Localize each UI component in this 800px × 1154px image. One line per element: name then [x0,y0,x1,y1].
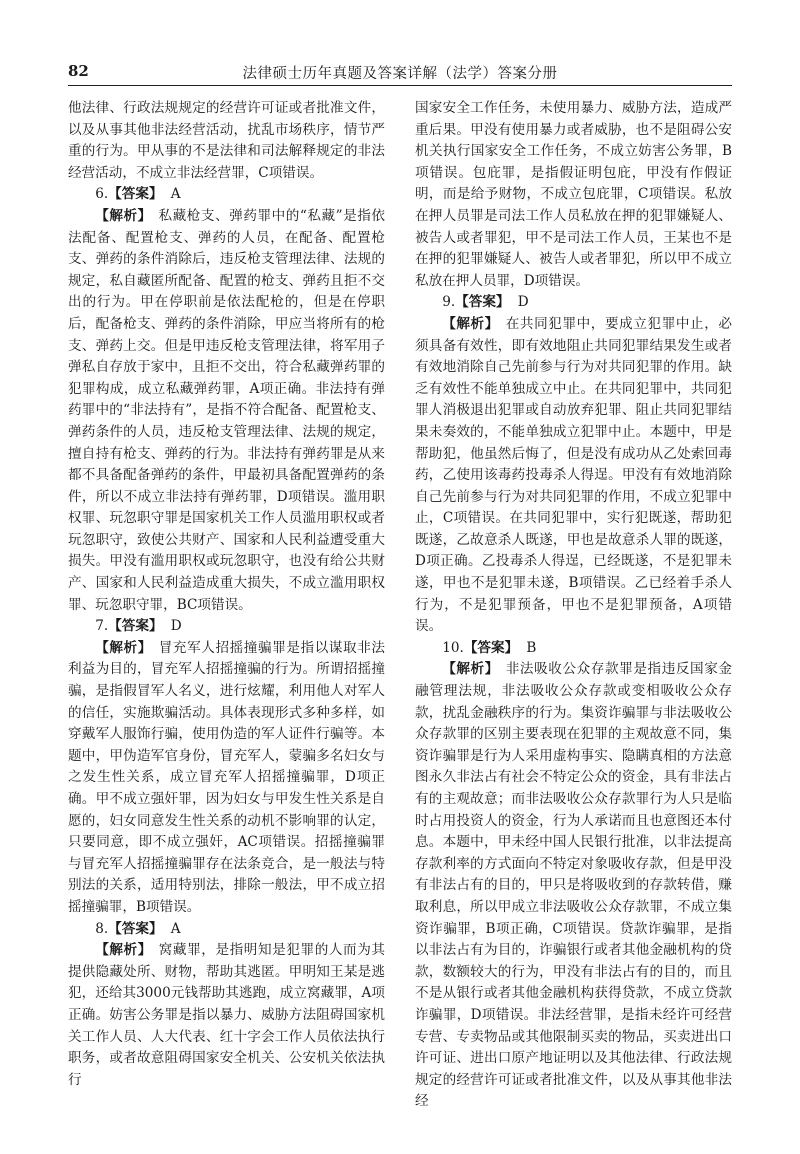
running-title: 法律硕士历年真题及答案详解（法学）答案分册 [242,66,558,82]
analysis-paragraph-7 [68,638,385,919]
analysis-text: 冒充军人招摇撞骗罪是指以谋取非法利益为目的，冒充军人招摇撞骗的行为。所谓招摇撞骗，是指假冒军人名义，进行炫耀，利用他人对军人的信任，实施欺骗活动。具体表现形式多种多样，如穿戴军人服饰行骗，使用伪造的军人证件行骗等。本题中，甲伪造军官身份，冒充军人，蒙骗多名妇女与之发生性关系，成立冒充军人招摇撞骗罪，D项正确。甲不成立强奸罪，因为妇女与甲发生性关系是自愿的，妇女同意发生性关系的动机不影响罪的认定，只要同意，即不成立强奸，AC项错误。招摇撞骗罪与冒充军人招摇撞骗罪存在法条竞合，是一般法与特别法的关系，适用特别法，排除一般法，甲不成立招摇撞骗罪，B项错误。 [68,639,385,915]
header-rule [68,85,732,86]
answer-value: D [170,618,182,635]
page-header [68,58,732,86]
answer-line-8 [68,919,385,941]
answer-line-10 [415,638,732,660]
answer-label: 【答案】 [463,639,519,656]
question-number: 6. [95,186,109,203]
answer-label: 【答案】 [108,186,163,203]
answer-label: 【答案】 [455,294,510,311]
answer-label: 【答案】 [108,618,163,635]
right-column [415,98,732,1113]
analysis-text: 窝藏罪，是指明知是犯罪的人而为其提供隐藏处所、财物，帮助其逃匿。甲明知王某是逃犯，还给其3000元钱帮助其逃跑，成立窝藏罪，A项正确。妨害公务罪是指以暴力、威胁方法阻碍国家机关工作人员、人大代表、红十字会工作人员依法执行职务，或者故意阻碍国家安全机关、公安机关依法执行 [68,942,385,1088]
answer-line-7 [68,616,385,638]
analysis-paragraph-8 [68,940,385,1091]
analysis-label: 【解析】 [95,639,152,656]
analysis-label: 【解析】 [442,661,499,678]
left-column [68,98,385,1091]
analysis-text: 在共同犯罪中，要成立犯罪中止，必须具备有效性，即有效地阻止共同犯罪结果发生或者有效地消除自己先前参与行为对共同犯罪的作用。缺乏有效性不能单独成立中止。在共同犯罪中，共同犯罪人消极退出犯罪或自动放弃犯罪、阻止共同犯罪结果未奏效的，不能单独成立犯罪中止。本题中，甲是帮助犯，他虽然后悔了，但是没有成功从乙处索回毒药，乙使用该毒药投毒杀人得逞。甲没有有效地消除自己先前参与行为对共同犯罪的作用，不成立犯罪中止，C项错误。在共同犯罪中，实行犯既遂，帮助犯既遂，乙故意杀人既遂，甲也是故意杀人罪的既遂，D项正确。乙投毒杀人得逞，已经既遂，不是犯罪未遂，甲也不是犯罪未遂，B项错误。乙已经着手杀人行为，不是犯罪预备，甲也不是犯罪预备，A项错误。 [415,315,732,635]
answer-line-9 [415,292,732,314]
analysis-label: 【解析】 [95,207,152,224]
question-number: 10. [442,639,464,656]
analysis-text: 非法吸收公众存款罪是指违反国家金融管理法规，非法吸收公众存款或变相吸收公众存款，扰乱金融秩序的行为。集资诈骗罪与非法吸收公众存款罪的区别主要表现在犯罪的主观故意不同，集资诈骗罪是行为人采用虚构事实、隐瞒真相的方法意图永久非法占有社会不特定公众的资金，具有非法占有的主观故意；而非法吸收公众存款罪行为人只是临时占用投资人的资金，行为人承诺而且也意图还本付息。本题中，甲未经中国人民银行批准，以非法提高存款利率的方式面向不特定对象吸收存款，但是甲没有非法占有的目的，甲只是将吸收到的存款转借，赚取利息，所以甲成立非法吸收公众存款罪，不成立集资诈骗罪，B项正确，C项错误。贷款诈骗罪，是指以非法占有为目的，诈骗银行或者其他金融机构的贷款，数额较大的行为，甲没有非法占有的目的，而且不是从银行或者其他金融机构获得贷款，不成立贷款诈骗罪，D项错误。非法经营罪，是指未经许可经营专营、专卖物品或其他限制买卖的物品，买卖进出口许可证、进出口原产地证明以及其他法律、行政法规规定的经营许可证或者批准文件，以及从事其他非法经 [415,661,732,1110]
answer-label: 【答案】 [108,920,163,937]
analysis-label: 【解析】 [442,315,499,332]
answer-value: A [170,920,181,937]
question-number: 7. [95,618,109,635]
answer-value: D [517,294,529,311]
page-number: 82 [68,62,89,80]
analysis-paragraph-10 [415,659,732,1112]
continued-paragraph: 国家安全工作任务，未使用暴力、威胁方法，造成严重后果。甲没有使用暴力或者威胁，也不是阻碍公安机关执行国家安全工作任务，不成立妨害公务罪，B项错误。包庇罪，是指假证明包庇，甲没有作假证明，而是给予财物，不成立包庇罪，C项错误。私放在押人员罪是司法工作人员私放在押的犯罪嫌疑人、被告人或者罪犯，甲不是司法工作人员，王某也不是在押的犯罪嫌疑人、被告人或者罪犯，所以甲不成立私放在押人员罪，D项错误。 [415,100,732,289]
analysis-label: 【解析】 [95,942,152,959]
question-number: 8. [95,920,109,937]
analysis-paragraph-9 [415,314,732,638]
answer-line-6 [68,184,385,206]
answer-value: B [526,639,537,656]
analysis-paragraph-6 [68,206,385,616]
analysis-text: 私藏枪支、弹药罪中的“私藏”是指依法配备、配置枪支、弹药的人员，在配备、配置枪支、弹药的条件消除后，违反枪支管理法律、法规的规定，私自藏匿所配备、配置的枪支、弹药且拒不交出的行为。甲在停职前是依法配枪的，但是在停职后，配备枪支、弹药的条件消除，甲应当将所有的枪支、弹药上交。但是甲违反枪支管理法律，将军用子弹私自存放于家中，且拒不交出，符合私藏弹药罪的犯罪构成，成立私藏弹药罪，A项正确。非法持有弹药罪中的“非法持有”，是指不符合配备、配置枪支、弹药条件的人员，违反枪支管理法律、法规的规定，擅自持有枪支、弹药的行为。非法持有弹药罪是从来都不具备配备弹药的条件，甲最初具备配置弹药的条件，所以不成立非法持有弹药罪，D项错误。滥用职权罪、玩忽职守罪是国家机关工作人员滥用职权或者玩忽职守，致使公共财产、国家和人民利益遭受重大损失。甲没有滥用职权或玩忽职守，也没有给公共财产、国家和人民利益造成重大损失，不成立滥用职权罪、玩忽职守罪，BC项错误。 [68,207,385,613]
answer-value: A [170,186,181,203]
question-number: 9. [442,294,456,311]
continued-paragraph: 他法律、行政法规规定的经营许可证或者批准文件，以及从事其他非法经营活动，扰乱市场秩序，情节严重的行为。甲从事的不是法律和司法解释规定的非法经营活动，不成立非法经营罪，C项错误。 [68,100,385,181]
